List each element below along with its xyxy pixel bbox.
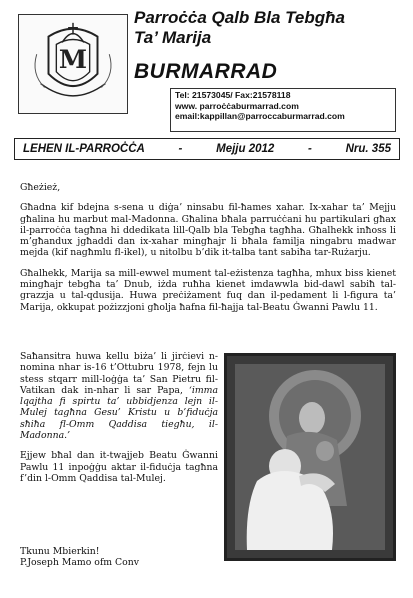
- newsletter-name: LEHEN IL-PARROĊĊA: [23, 143, 145, 155]
- letter-column: [20, 351, 218, 493]
- parish-monogram-icon: [19, 15, 127, 113]
- pope-embracing-madonna-icon: [227, 356, 393, 558]
- letter-paragraph-2-continued: [20, 351, 218, 441]
- issue-number: Nru. 355: [345, 143, 391, 155]
- parish-subtitle: Ta’ Marija: [134, 28, 212, 47]
- letter-body: [20, 182, 396, 322]
- issue-date: Mejju 2012: [216, 143, 275, 155]
- signature: P.Joseph Mamo ofm Conv: [20, 557, 140, 569]
- letter-greeting: Għeżież,: [20, 182, 61, 193]
- closing-line: Tkunu Mbierkin!: [20, 546, 100, 557]
- letter-paragraph-3: Ejjew bħal dan it-twajjeb Beatu Ġwanni Pawlu 11 inpoġġu aktar il-fiduċja tagħna f’din l-Omm Qaddisa tal-Mulej.: [20, 450, 218, 484]
- parish-logo: [18, 14, 128, 114]
- letter-paragraph-1: Għadna kif bdejna s-sena u diġa’ ninsabu fil-ħames xahar. Ix-xahar ta’ Mejju għalina hu marbut mal-Madonna. Għalina bħala parruċċani hu partikulari għax il-parroċċa tagħna hi ddedikata lill-Qalb bla Tebgħa tagħha. Għalhekk inħoss li m’għandux jgħaddi dan ix-xahar mingħajr li bħala familja ningabru madwar mejda (kif nagħmlu fl-ikel), u nitolbu b’dik it-talba tant sabiħa tar-Rużarju.: [20, 202, 396, 259]
- parish-title: Parroċċa Qalb Bla Tebgħa: [134, 8, 345, 27]
- issue-banner: [14, 138, 400, 160]
- letter-signoff: [20, 546, 139, 569]
- pope-photo: [224, 353, 396, 561]
- contact-box: [170, 88, 396, 132]
- papal-quote: ‘imma lqajtha fi spirtu ta’ ubbidjenza lejn il-Mulej tagħna Gesu’ Kristu u b’fiduċja sħiħa fl-Omm Qaddisa tiegħu, il-Madonna.’: [20, 384, 218, 442]
- parish-location: BURMARRAD: [134, 60, 278, 83]
- svg-text:M: M: [58, 44, 88, 75]
- paragraph-text: Saħansitra huwa kellu biża’ li jirċievi n-nomina nhar is-16 t’Ottubru 1978, fejn lu stess stqarr mill-loġġa ta’ San Pietru fil-Vatikan dak in-nhar li sar Papa,: [20, 351, 218, 396]
- telephone-fax: Tel: 21573045/ Fax:21578118: [175, 90, 291, 100]
- letter-paragraph-2: Għalhekk, Marija sa mill-ewwel mument tal-eżistenza tagħha, mhux biss kienet mingħajr tebgħa ta’ Dnub, iżda ruħha kienet imdawwla bid-dawl sabiħ tal-grazzja u tal-qdusija. Huwa preċiżament fuq dan il-pedament li l-figura ta’ Marija, okkupat pożizzjoni għolja ħafna fil-ħajja tal-Beatu Ġwanni Pawlu 11.: [20, 267, 396, 313]
- banner-separator: -: [178, 143, 183, 155]
- email-link[interactable]: email:kappillan@parroccaburmarrad.com: [175, 111, 345, 121]
- website-link[interactable]: www. parroċċaburmarrad.com: [175, 100, 299, 111]
- banner-separator: -: [308, 143, 312, 155]
